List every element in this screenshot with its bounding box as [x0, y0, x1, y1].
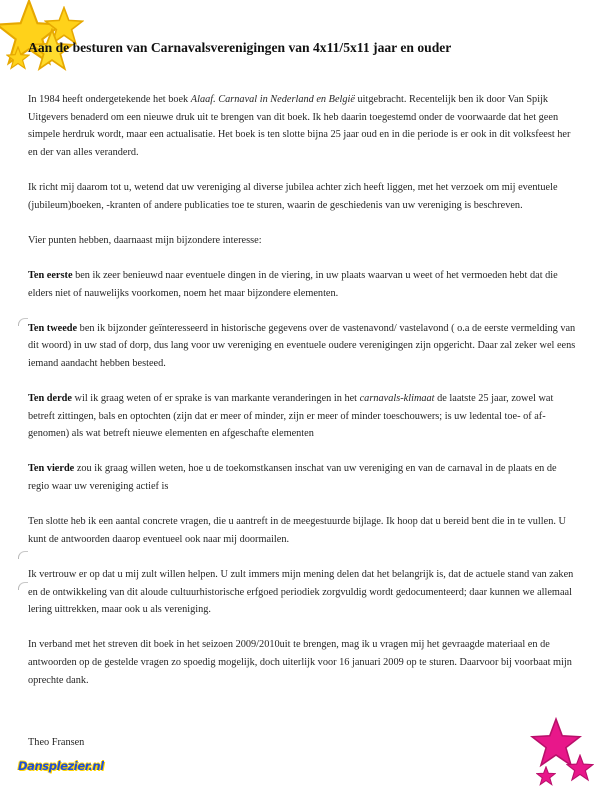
- paragraph-text: uitgebracht. Recentelijk ben ik door Van Spijk Uitgevers benaderd om een nieuwe druk uit te brengen van dit boek. Ik heb daarin toegestemd onder de voorwaarde dat het geen simpele herdruk wordt, maar een actualisatie. Het boek is ten slotte bijna 25 jaar oud en in die periode is er ook in dit volksfeest her en der van alles veranderd.: [28, 94, 571, 158]
- paragraph: [28, 460, 576, 495]
- staple-mark: [18, 551, 28, 559]
- paragraph: [28, 636, 576, 689]
- signature: Theo Fransen: [28, 737, 85, 748]
- watermark-text: Dansplezier.nl: [18, 759, 104, 773]
- paragraph-text: Vier punten hebben, daarnaast mijn bijzondere interesse:: [28, 234, 262, 246]
- paragraph: [28, 566, 576, 619]
- staple-mark: [18, 582, 28, 590]
- paragraph-text: zou ik graag willen weten, hoe u de toekomstkansen inschat van uw vereniging en van de carnaval in de plaats en de regio waar uw vereniging actief is: [28, 463, 557, 493]
- paragraph-text: Ten slotte heb ik een aantal concrete vragen, die u aantreft in de meegestuurde bijlage. Ik hoop dat u bereid bent die in te vullen. U kunt de antwoorden daarop eventueel ook naar mij doormailen.: [28, 516, 566, 545]
- paragraph: [28, 320, 576, 373]
- paragraph-text: Ik richt mij daarom tot u, wetend dat uw vereniging al diverse jubilea achter zich heeft liggen, met het verzoek om mij eventuele (jubileum)boeken, -kranten of andere publicaties toe te sturen, waarin de geschiedenis van uw vereniging is beschreven.: [28, 181, 558, 211]
- paragraph: [28, 91, 576, 161]
- paragraph-text: In 1984 heeft ondergetekende het boek: [28, 94, 191, 105]
- staple-mark: [18, 318, 28, 326]
- emphasis-text: Alaaf. Carnaval in Nederland en België: [190, 94, 355, 105]
- letter-body: [28, 91, 576, 707]
- paragraph-text: wil ik graag weten of er sprake is van markante veranderingen in het: [71, 393, 360, 405]
- paragraph-text: ben ik zeer benieuwd naar eventuele dingen in de viering, in uw plaats waarvan u weet of het vermoeden hebt dat die elders niet of nauwelijks voorkomen, noem het maar bijzondere elementen.: [28, 269, 558, 299]
- paragraph: [28, 267, 576, 302]
- letter-title: Aan de besturen van Carnavalsverenigingen van 4x11/5x11 jaar en ouder: [28, 40, 452, 55]
- paragraph-text: ben ik bijzonder geïnteresseerd in historische gegevens over de vastenavond/ vastelavond ( o.a de eerste vermelding van dit woord) in uw stad of dorp, dus lang voor uw vereniging en eventuele oudere verenigingen zijn opgericht. Daar zal zeker wel eens iemand aandacht hebben besteed.: [28, 322, 576, 369]
- star-icon: [536, 766, 556, 786]
- paragraph-text: de laatste 25 jaar, zowel wat betreft zittingen, bals en optochten (zijn dat er meer of minder, zijn er meer of minder toeschouwers; is uw ledental toe- of af-genomen) als wat betreft nieuwe elementen en afgeschafte elementen: [28, 393, 554, 440]
- paragraph: [28, 513, 576, 548]
- paragraph-text: Ik vertrouw er op dat u mij zult willen helpen. U zult immers mijn mening delen dat het belangrijk is, dat de actuele stand van zaken en de ontwikkeling van dit aloude cultuurhistorische erfgoed periodiek zorgvuldig wordt gedocumenteerd; daar kunnen we allemaal lering uittrekken, maar ook u als vereniging.: [28, 569, 574, 616]
- emphasis-text: carnavals-klimaat: [359, 393, 435, 405]
- star-icon: [6, 46, 30, 70]
- star-icon: [566, 754, 594, 782]
- paragraph: [28, 179, 576, 214]
- paragraph: [28, 232, 576, 250]
- paragraph-lead: Ten eerste: [28, 269, 73, 281]
- paragraph-lead: Ten derde: [28, 393, 72, 405]
- paragraph-text: In verband met het streven dit boek in het seizoen 2009/2010uit te brengen, mag ik u vragen mij het gevraagde materiaal en de antwoorden op de gestelde vragen zo spoedig mogelijk, doch uiterlijk voor 16 januari 2009 op te sturen. Daarvoor bij voorbaat mijn oprechte dank.: [28, 639, 572, 686]
- paragraph-lead: Ten vierde: [28, 463, 75, 475]
- paragraph-lead: Ten tweede: [28, 322, 78, 334]
- paragraph: [28, 390, 576, 443]
- watermark-logo: [16, 758, 104, 776]
